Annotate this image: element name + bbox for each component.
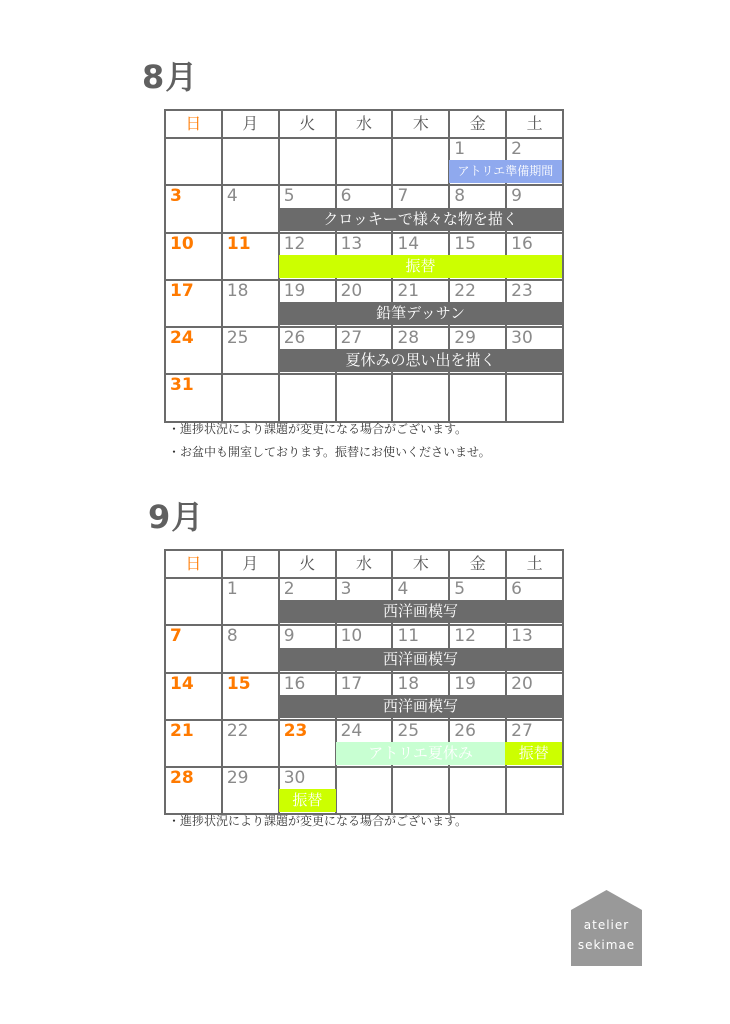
schedule-bar: アトリエ夏休み: [336, 742, 506, 765]
day-number: 27: [340, 328, 363, 349]
week-row: [166, 234, 562, 281]
day-number: 18: [226, 280, 249, 301]
day-cell: [448, 768, 505, 813]
day-cell: [221, 626, 278, 671]
day-number: 18: [397, 673, 420, 694]
day-number: 22: [454, 280, 476, 301]
day-cell: [221, 579, 278, 624]
day-number: 12: [283, 233, 306, 254]
day-number: 6: [511, 579, 522, 599]
day-number: 26: [454, 720, 476, 741]
week-row: [166, 674, 562, 721]
day-number: 6: [340, 186, 352, 207]
day-number: 13: [340, 233, 363, 254]
schedule-bar: 鉛筆デッサン: [279, 302, 562, 325]
day-number: 14: [397, 233, 420, 254]
day-number: 29: [454, 328, 476, 349]
day-cell: [221, 281, 278, 326]
logo-text-line2: sekimae: [577, 938, 636, 952]
day-number: 21: [397, 280, 420, 301]
day-cell: [221, 375, 278, 420]
schedule-bar: クロッキーで様々な物を描く: [279, 208, 562, 231]
week-row: [166, 626, 562, 673]
day-number: 24: [340, 720, 363, 741]
day-cell: [166, 328, 221, 373]
week-row: [166, 579, 562, 626]
weekday-label: 日: [185, 554, 202, 573]
day-number: 2: [283, 579, 295, 599]
day-number: 23: [511, 280, 533, 301]
weekday-label: 火: [278, 551, 335, 577]
day-number: 3: [170, 186, 182, 207]
day-number: 1: [454, 139, 466, 159]
september-title: 9月: [148, 498, 205, 536]
day-number: 17: [340, 673, 363, 694]
day-cell: [221, 234, 278, 279]
day-number: 5: [454, 579, 466, 599]
day-number: 9: [511, 186, 522, 207]
day-number: 11: [397, 626, 420, 647]
day-cell: [391, 139, 448, 184]
week-row: [166, 328, 562, 375]
day-cell: [448, 375, 505, 420]
schedule-bar: 振替: [505, 742, 562, 765]
day-number: 14: [170, 673, 194, 694]
weekday-label: 水: [335, 551, 392, 577]
day-number: 2: [511, 139, 522, 159]
day-cell: [166, 579, 221, 624]
day-number: 16: [283, 673, 306, 694]
day-number: 19: [454, 673, 476, 694]
weekday-label: 金: [448, 111, 505, 137]
week-row: [166, 281, 562, 328]
weekday-label: 木: [391, 551, 448, 577]
day-number: 30: [511, 328, 533, 349]
day-cell: [221, 721, 278, 766]
day-number: 20: [340, 280, 363, 301]
day-cell: [166, 721, 221, 766]
august-title: 8月: [142, 58, 199, 96]
day-cell: [221, 674, 278, 719]
day-number: 4: [397, 579, 409, 599]
day-cell: [166, 375, 221, 420]
week-row: [166, 768, 562, 813]
day-number: 7: [397, 186, 409, 207]
weekday-label: 火: [278, 111, 335, 137]
day-number: 25: [226, 328, 249, 349]
day-number: 17: [170, 280, 194, 301]
schedule-bar: 夏休みの思い出を描く: [279, 349, 562, 372]
weekday-label: 水: [335, 111, 392, 137]
day-number: 25: [397, 720, 420, 741]
day-number: 24: [170, 328, 194, 349]
weekday-label: 金: [448, 551, 505, 577]
schedule-bar: 西洋画模写: [279, 648, 562, 671]
day-cell: [278, 721, 335, 766]
day-cell: [391, 768, 448, 813]
day-number: 26: [283, 328, 306, 349]
day-number: 8: [454, 186, 466, 207]
day-number: 23: [283, 720, 308, 741]
day-number: 1: [226, 579, 238, 599]
day-cell: [278, 375, 335, 420]
day-cell: [335, 139, 392, 184]
day-cell: [221, 139, 278, 184]
day-number: 3: [340, 579, 352, 599]
august-note-2: ・お盆中も開室しております。振替にお使いくださいませ。: [168, 445, 491, 459]
day-cell: [221, 328, 278, 373]
week-row: [166, 186, 562, 233]
day-number: 28: [397, 328, 420, 349]
day-cell: [278, 139, 335, 184]
day-number: 7: [170, 626, 182, 647]
day-cell: [166, 139, 221, 184]
day-number: 20: [511, 673, 533, 694]
schedule-bar: 西洋画模写: [279, 600, 562, 623]
day-number: 21: [170, 720, 194, 741]
weekday-header: [166, 111, 562, 139]
day-cell: [166, 768, 221, 813]
day-cell: [335, 375, 392, 420]
logo-text-line1: atelier: [583, 918, 630, 932]
day-number: 30: [283, 768, 306, 789]
weekday-label: 月: [221, 551, 278, 577]
day-number: 5: [283, 186, 295, 207]
day-cell: [221, 768, 278, 813]
weekday-label: 土: [505, 551, 562, 577]
day-cell: [505, 375, 562, 420]
weekday-label: 月: [221, 111, 278, 137]
day-number: 15: [226, 673, 251, 694]
week-row: [166, 139, 562, 186]
day-number: 10: [170, 233, 194, 254]
day-number: 13: [511, 626, 533, 647]
day-number: 22: [226, 720, 249, 741]
day-number: 31: [170, 375, 194, 396]
august-note-1: ・進捗状況により課題が変更になる場合がございます。: [168, 422, 468, 436]
august-calendar: [164, 109, 564, 423]
day-cell: [166, 674, 221, 719]
schedule-bar: 振替: [279, 255, 562, 278]
day-cell: [166, 281, 221, 326]
day-number: 28: [170, 768, 194, 789]
day-number: 27: [511, 720, 533, 741]
schedule-bar: アトリエ準備期間: [449, 160, 562, 183]
day-number: 19: [283, 280, 306, 301]
day-cell: [166, 626, 221, 671]
september-note-1: ・進捗状況により課題が変更になる場合がございます。: [168, 814, 468, 828]
day-cell: [166, 234, 221, 279]
day-cell: [221, 186, 278, 231]
day-cell: [505, 768, 562, 813]
weekday-label: 日: [185, 114, 202, 133]
day-number: 9: [283, 626, 295, 647]
day-cell: [335, 768, 392, 813]
day-cell: [391, 375, 448, 420]
day-number: 29: [226, 768, 249, 789]
day-number: 15: [454, 233, 476, 254]
schedule-bar: 西洋画模写: [279, 695, 562, 718]
day-cell: [166, 186, 221, 231]
day-number: 12: [454, 626, 476, 647]
day-number: 8: [226, 626, 238, 647]
weekday-label: 木: [391, 111, 448, 137]
day-number: 4: [226, 186, 238, 207]
day-number: 16: [511, 233, 533, 254]
day-number: 11: [226, 233, 251, 254]
weekday-label: 土: [505, 111, 562, 137]
week-row: [166, 375, 562, 420]
week-row: [166, 721, 562, 768]
weekday-header: [166, 551, 562, 579]
schedule-bar: 振替: [279, 789, 336, 812]
september-calendar: [164, 549, 564, 815]
day-number: 10: [340, 626, 363, 647]
